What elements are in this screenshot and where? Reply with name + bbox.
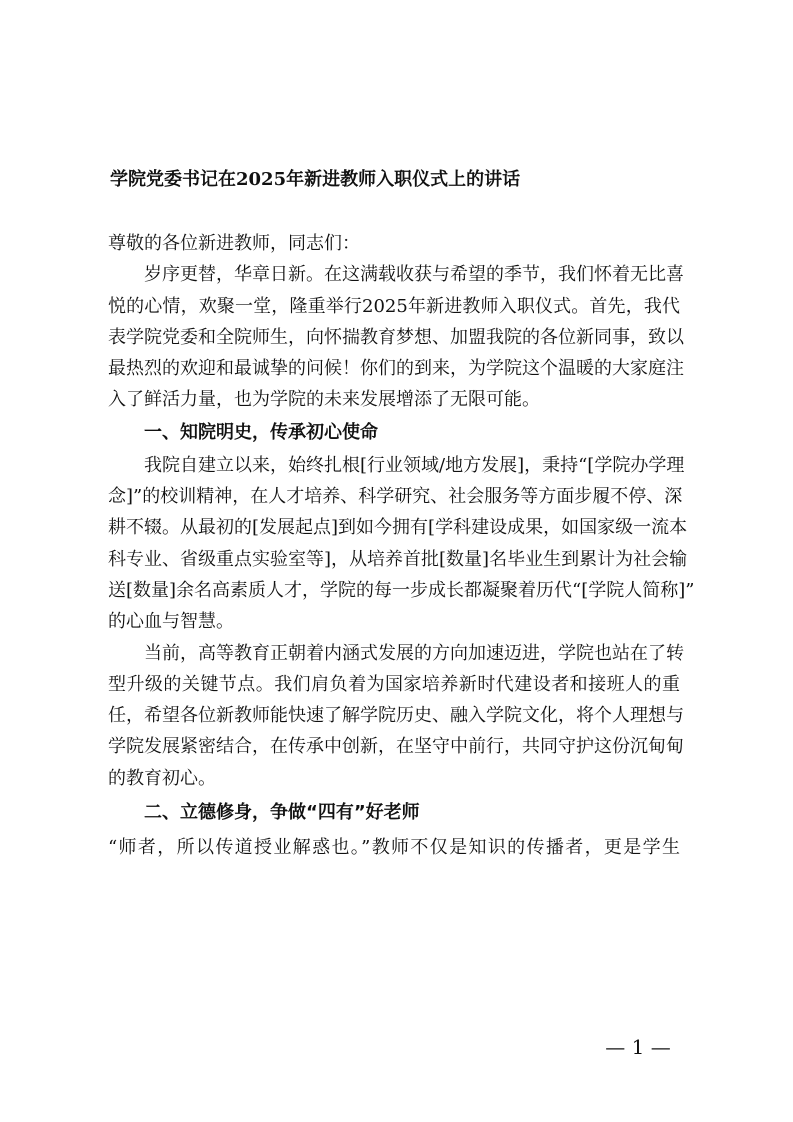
- paragraph-line: 学院发展紧密结合，在传承中创新，在坚守中前行，共同守护这份沉甸甸: [108, 736, 684, 758]
- paragraph-line: 念]”的校训精神，在人才培养、科学研究、社会服务等方面步履不停、深: [108, 486, 683, 508]
- paragraph-line: 任，希望各位新教师能快速了解学院历史、融入学院文化，将个人理想与: [108, 705, 684, 727]
- paragraph-line: 入了鲜活力量，也为学院的未来发展增添了无限可能。: [108, 389, 540, 411]
- paragraph-line: 最热烈的欢迎和最诚挚的问候！你们的到来，为学院这个温暖的大家庭注: [108, 358, 684, 380]
- page-number: — 1 —: [605, 1035, 671, 1059]
- paragraph-line: 耕不辍。从最初的[发展起点]到如今拥有[学科建设成果，如国家级一流本: [108, 517, 688, 539]
- paragraph-line: 悦的心情，欢聚一堂，隆重举行2025年新进教师入职仪式。首先，我代: [108, 295, 680, 317]
- salutation: 尊敬的各位新进教师，同志们：: [108, 233, 360, 254]
- speech-body: [108, 228, 695, 863]
- document-title: 学院党委书记在2025年新进教师入职仪式上的讲话: [110, 169, 521, 190]
- paragraph-line: 的教育初心。: [108, 767, 216, 789]
- paragraph-line: “师者，所以传道授业解惑也。”教师不仅是知识的传播者，更是学生: [108, 837, 680, 859]
- paragraph-line: 送[数量]余名高素质人才，学院的每一步成长都凝聚着历代“[学院人简称]”: [108, 579, 695, 601]
- paragraph-line: 岁序更替，华章日新。在这满载收获与希望的季节，我们怀着无比喜: [144, 264, 684, 286]
- paragraph-line: 的心血与智慧。: [108, 611, 234, 633]
- paragraph-line: 我院自建立以来，始终扎根[行业领域/地方发展]，秉持“[学院办学理: [144, 454, 685, 476]
- paragraph-line: 当前，高等教育正朝着内涵式发展的方向加速迈进，学院也站在了转: [144, 642, 684, 664]
- section-heading: 二、立德修身，争做“四有”好老师: [144, 802, 420, 824]
- paragraph-line: 科专业、省级重点实验室等]，从培养首批[数量]名毕业生到累计为社会输: [108, 548, 688, 570]
- paragraph-line: 表学院党委和全院师生，向怀揣教育梦想、加盟我院的各位新同事，致以: [108, 326, 684, 348]
- section-heading: 一、知院明史，传承初心使命: [144, 421, 378, 443]
- paragraph-line: 型升级的关键节点。我们肩负着为国家培养新时代建设者和接班人的重: [108, 673, 680, 695]
